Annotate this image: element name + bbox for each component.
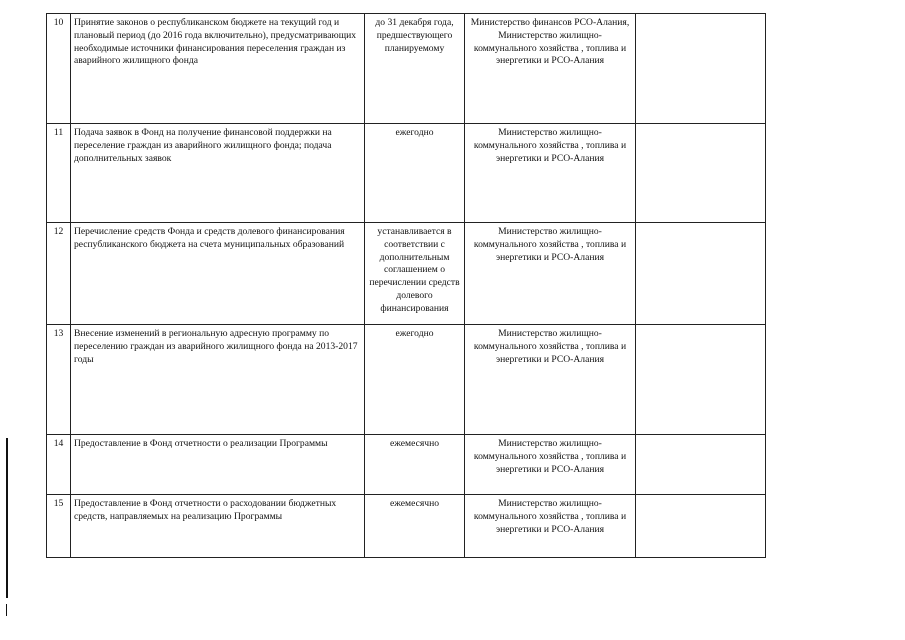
scan-edge-mark	[6, 604, 7, 616]
row-number: 11	[47, 124, 71, 223]
empty-cell	[636, 223, 766, 325]
responsible-cell: Министерство жилищно-коммунального хозяйства , топлива и энергетики и РСО-Алания	[465, 223, 636, 325]
table-row	[47, 325, 766, 435]
responsible-cell: Министерство финансов РСО-Алания, Министерство жилищно-коммунального хозяйства , топлива и энергетики и РСО-Алания	[465, 14, 636, 124]
action-description: Предоставление в Фонд отчетности о реализации Программы	[71, 435, 365, 495]
row-number: 13	[47, 325, 71, 435]
table-row	[47, 223, 766, 325]
row-number: 15	[47, 495, 71, 558]
table-row	[47, 495, 766, 558]
empty-cell	[636, 14, 766, 124]
action-description: Перечисление средств Фонда и средств долевого финансирования республиканского бюджета на счета муниципальных образований	[71, 223, 365, 325]
deadline-cell: устанавливается в соответствии с дополнительным соглашением о перечислении средств долевого финансирования	[365, 223, 465, 325]
row-number: 14	[47, 435, 71, 495]
deadline-cell: ежемесячно	[365, 435, 465, 495]
row-number: 10	[47, 14, 71, 124]
action-description: Внесение изменений в региональную адресную программу по переселению граждан из аварийного жилищного фонда на 2013-2017 годы	[71, 325, 365, 435]
table-row	[47, 435, 766, 495]
empty-cell	[636, 325, 766, 435]
empty-cell	[636, 124, 766, 223]
responsible-cell: Министерство жилищно-коммунального хозяйства , топлива и энергетики и РСО-Алания	[465, 435, 636, 495]
table-row	[47, 124, 766, 223]
action-description: Предоставление в Фонд отчетности о расходовании бюджетных средств, направляемых на реализацию Программы	[71, 495, 365, 558]
deadline-cell: ежемесячно	[365, 495, 465, 558]
action-plan-table	[46, 13, 766, 558]
deadline-cell: ежегодно	[365, 124, 465, 223]
deadline-cell: ежегодно	[365, 325, 465, 435]
action-description: Подача заявок в Фонд на получение финансовой поддержки на переселение граждан из аварийного жилищного фонда; подача дополнительных заявок	[71, 124, 365, 223]
row-number: 12	[47, 223, 71, 325]
responsible-cell: Министерство жилищно-коммунального хозяйства , топлива и энергетики и РСО-Алания	[465, 325, 636, 435]
action-description: Принятие законов о республиканском бюджете на текущий год и плановый период (до 2016 года включительно), предусматривающих необходимые источники финансирования переселения граждан из аварийного жилищного фонда	[71, 14, 365, 124]
table-row	[47, 14, 766, 124]
scan-edge-mark	[6, 438, 8, 598]
empty-cell	[636, 435, 766, 495]
empty-cell	[636, 495, 766, 558]
deadline-cell: до 31 декабря года, предшествующего планируемому	[365, 14, 465, 124]
responsible-cell: Министерство жилищно-коммунального хозяйства , топлива и энергетики и РСО-Алания	[465, 495, 636, 558]
responsible-cell: Министерство жилищно-коммунального хозяйства , топлива и энергетики и РСО-Алания	[465, 124, 636, 223]
